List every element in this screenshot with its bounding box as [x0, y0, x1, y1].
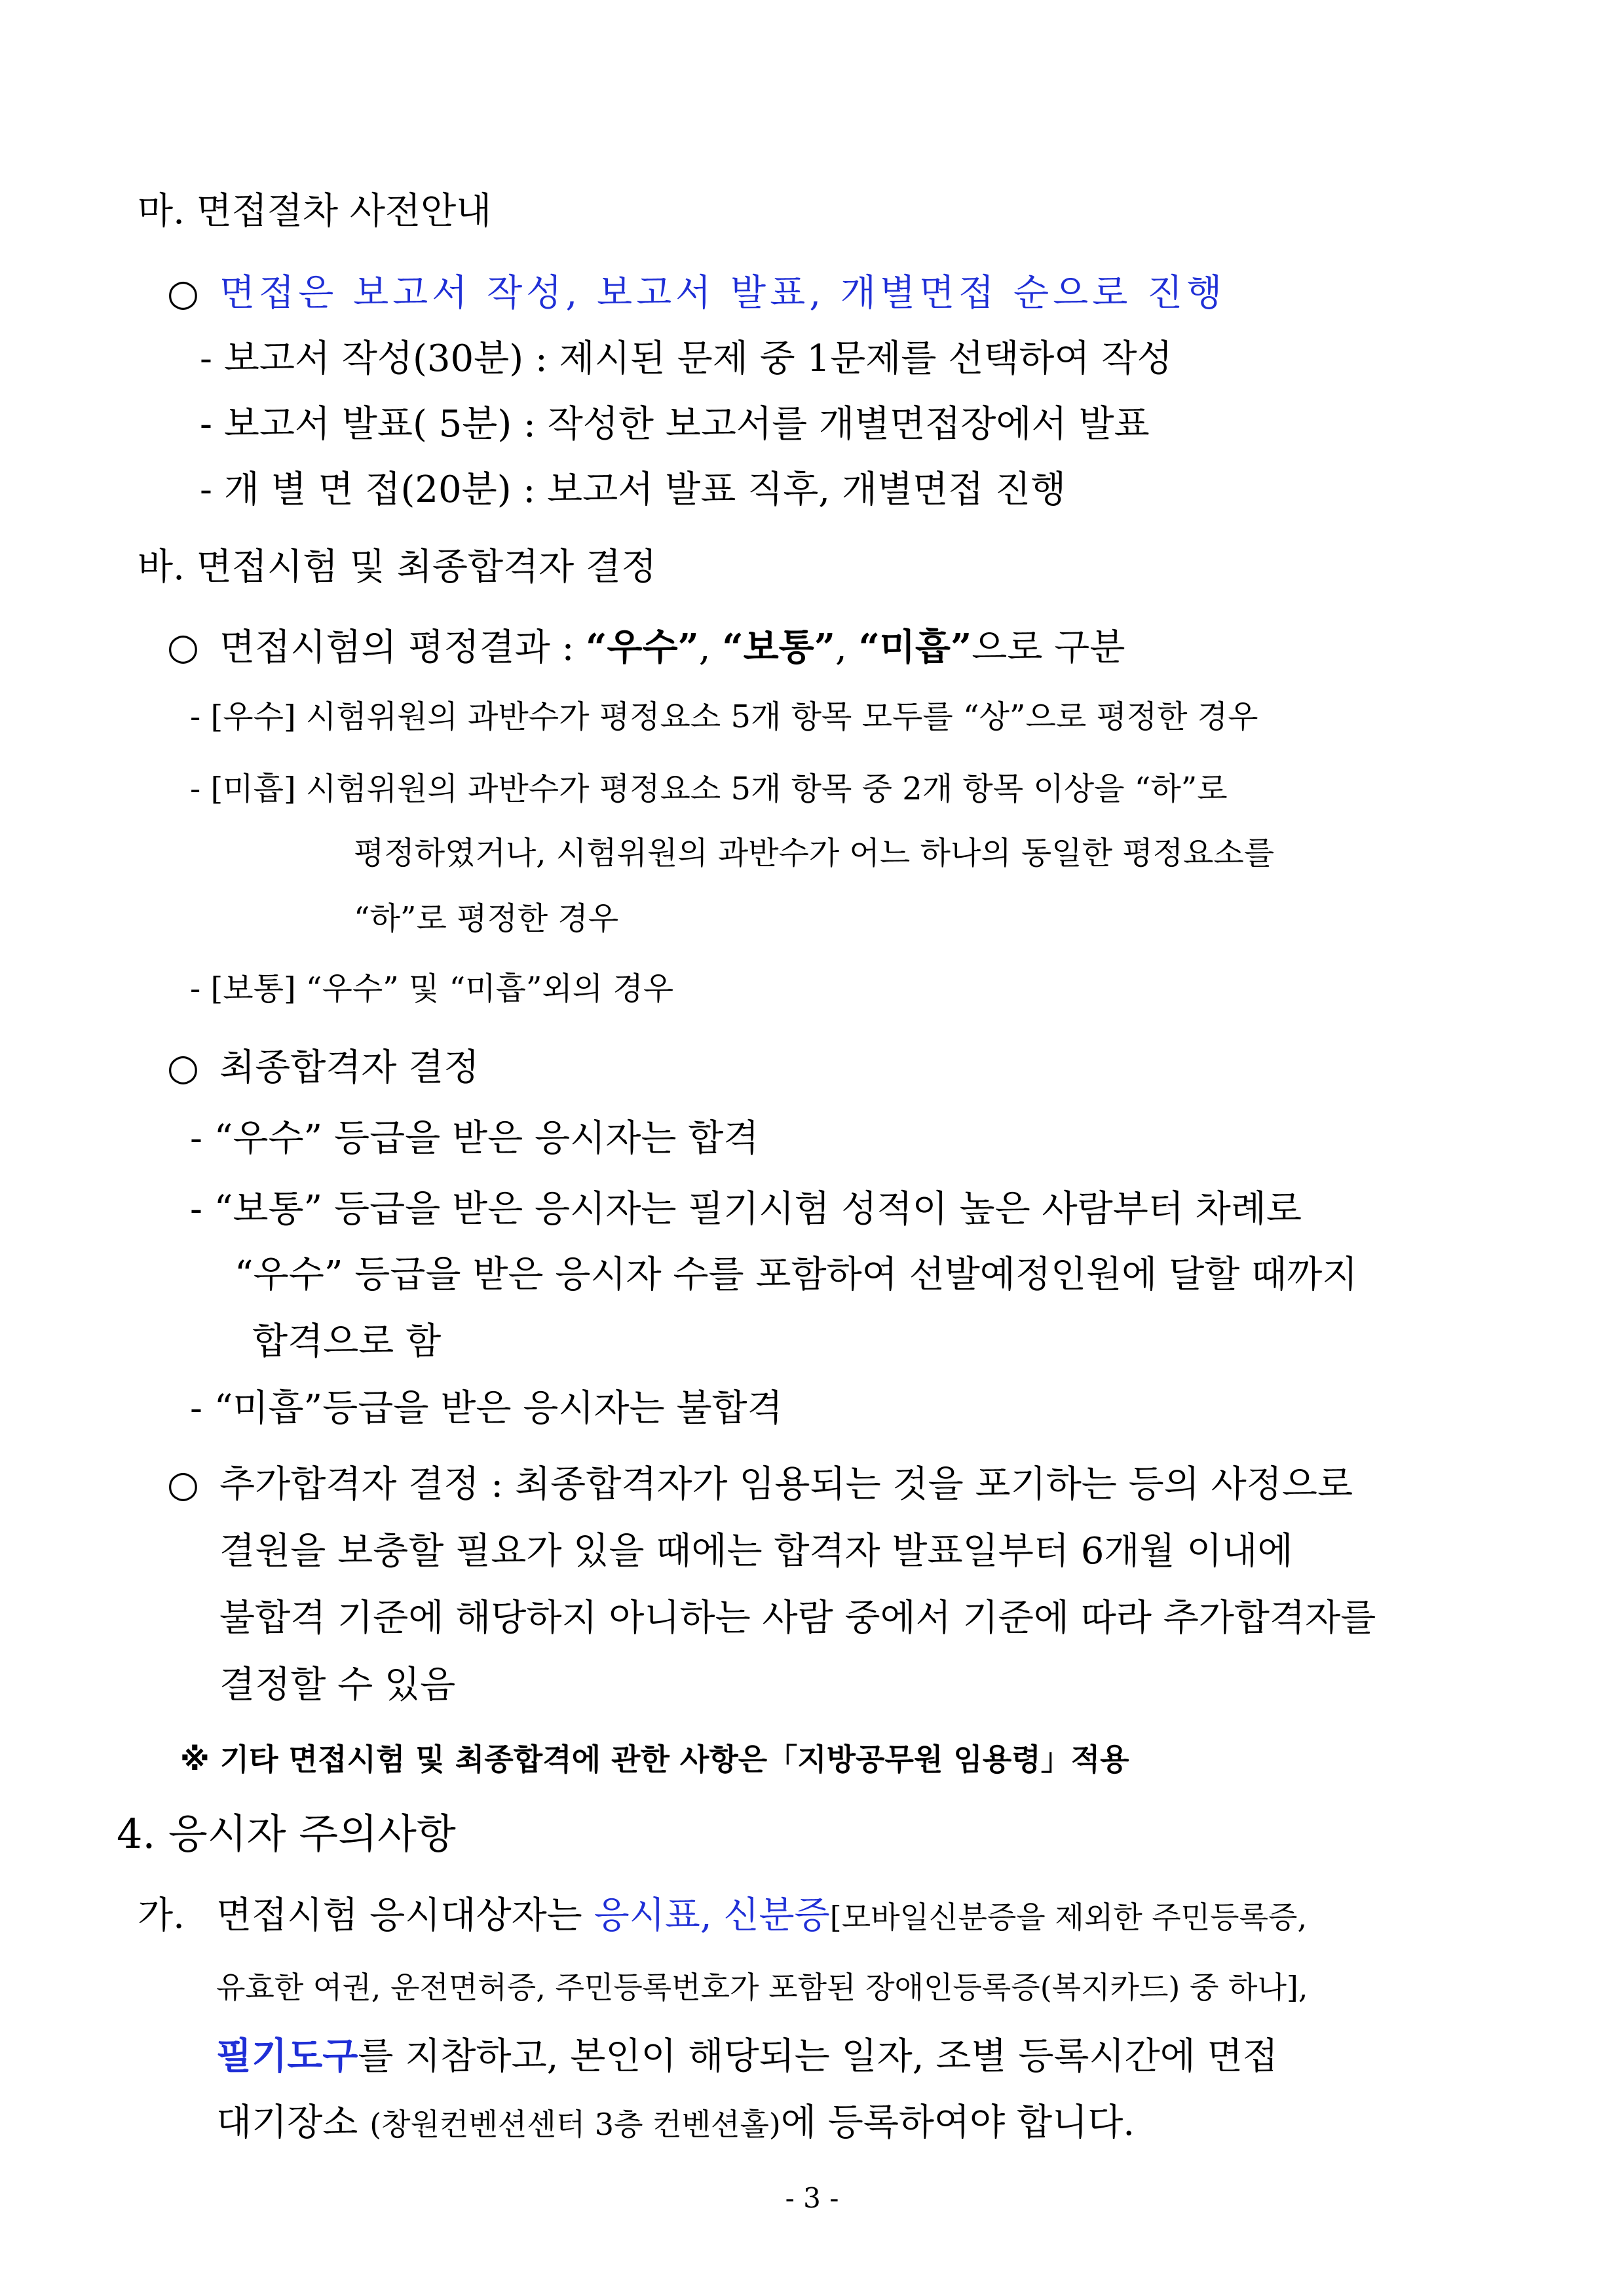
grade-normal: “보통” [722, 626, 835, 669]
eval-suffix: 으로 구분 [972, 626, 1125, 669]
grade-poor: “미흡” [858, 626, 972, 669]
additional-pass-line2: 결원을 보충할 필요가 있을 때에는 합격자 발표일부터 6개월 이내에 [219, 1530, 1293, 1573]
list-item: - 개 별 면 접(20분) : 보고서 발표 직후, 개별면접 진행 [200, 469, 1067, 511]
item-ga-line4: 대기장소 (창원컨벤션센터 3층 컨벤션홀)에 등록하여야 합니다. [216, 2101, 1135, 2144]
item-ga-line1: 면접시험 응시대상자는 응시표, 신분증[모바일신분증을 제외한 주민등록증, [216, 1894, 1308, 1937]
additional-pass-line1: 추가합격자 결정 : 최종합격자가 임용되는 것을 포기하는 등의 사정으로 [219, 1463, 1353, 1506]
required-docs-highlight: 응시표, 신분증 [594, 1894, 830, 1937]
additional-pass-line4: 결정할 수 있음 [219, 1664, 456, 1706]
final-item-normal-line1: - “보통” 등급을 받은 응시자는 필기시험 성적이 높은 사람부터 차례로 [190, 1188, 1302, 1231]
final-item-excellent: - “우수” 등급을 받은 응시자는 합격 [190, 1117, 759, 1160]
writing-tools-highlight: 필기도구 [216, 2035, 358, 2078]
section-ma-heading: 마. 면접절차 사전안내 [138, 190, 492, 233]
excellent-criteria: - [우수] 시험위원의 과반수가 평정요소 5개 항목 모두를 “상”으로 평정한 경우 [190, 698, 1258, 735]
regulation-note: ※ 기타 면접시험 및 최종합격에 관한 사항은「지방공무원 임용령」적용 [180, 1742, 1129, 1777]
venue-location: (창원컨벤션센터 3층 컨벤션홀) [369, 2107, 781, 2142]
poor-criteria-line2: 평정하였거나, 시험위원의 과반수가 어느 하나의 동일한 평정요소를 [354, 835, 1275, 871]
item-ga-line3: 필기도구를 지참하고, 본인이 해당되는 일자, 조별 등록시간에 면접 [216, 2035, 1278, 2078]
bullet-marker: ○ [167, 1463, 199, 1506]
final-decision-title: 최종합격자 결정 [219, 1046, 480, 1089]
bullet-marker: ○ [167, 626, 199, 668]
item-ga-line2: 유효한 여권, 운전면허증, 주민등록번호가 포함된 장애인등록증(복지카드) 중 하나], [216, 1970, 1308, 2005]
interview-order-text: 면접은 보고서 작성, 보고서 발표, 개별면접 순으로 진행 [219, 272, 1226, 315]
bullet-marker: ○ [167, 1046, 199, 1089]
item-ga-label: 가. [138, 1894, 185, 1937]
additional-pass-line3: 불합격 기준에 해당하지 아니하는 사람 중에서 기준에 따라 추가합격자를 [219, 1597, 1376, 1639]
normal-criteria: - [보통] “우수” 및 “미흡”외의 경우 [190, 970, 674, 1007]
grade-excellent: “우수” [586, 626, 699, 669]
poor-criteria-line3: “하”로 평정한 경우 [354, 900, 619, 937]
section-ba-heading: 바. 면접시험 및 최종합격자 결정 [138, 546, 657, 588]
eval-prefix: 면접시험의 평정결과 : [219, 626, 586, 669]
bullet-marker: ○ [167, 272, 199, 315]
final-item-normal-line3: 합격으로 함 [252, 1320, 442, 1363]
eval-result-line: 면접시험의 평정결과 : “우수”, “보통”, “미흡”으로 구분 [219, 626, 1125, 669]
page-number: - 3 - [785, 2182, 839, 2214]
final-item-normal-line2: “우수” 등급을 받은 응시자 수를 포함하여 선발예정인원에 달할 때까지 [235, 1253, 1358, 1296]
final-item-poor: - “미흡”등급을 받은 응시자는 불합격 [190, 1387, 783, 1430]
section-4-heading: 4. 응시자 주의사항 [117, 1810, 456, 1858]
list-item: - 보고서 작성(30분) : 제시된 문제 중 1문제를 선택하여 작성 [200, 337, 1173, 380]
list-item: - 보고서 발표( 5분) : 작성한 보고서를 개별면접장에서 발표 [200, 403, 1150, 446]
poor-criteria-line1: - [미흡] 시험위원의 과반수가 평정요소 5개 항목 중 2개 항목 이상을 “하”로 [190, 771, 1228, 807]
